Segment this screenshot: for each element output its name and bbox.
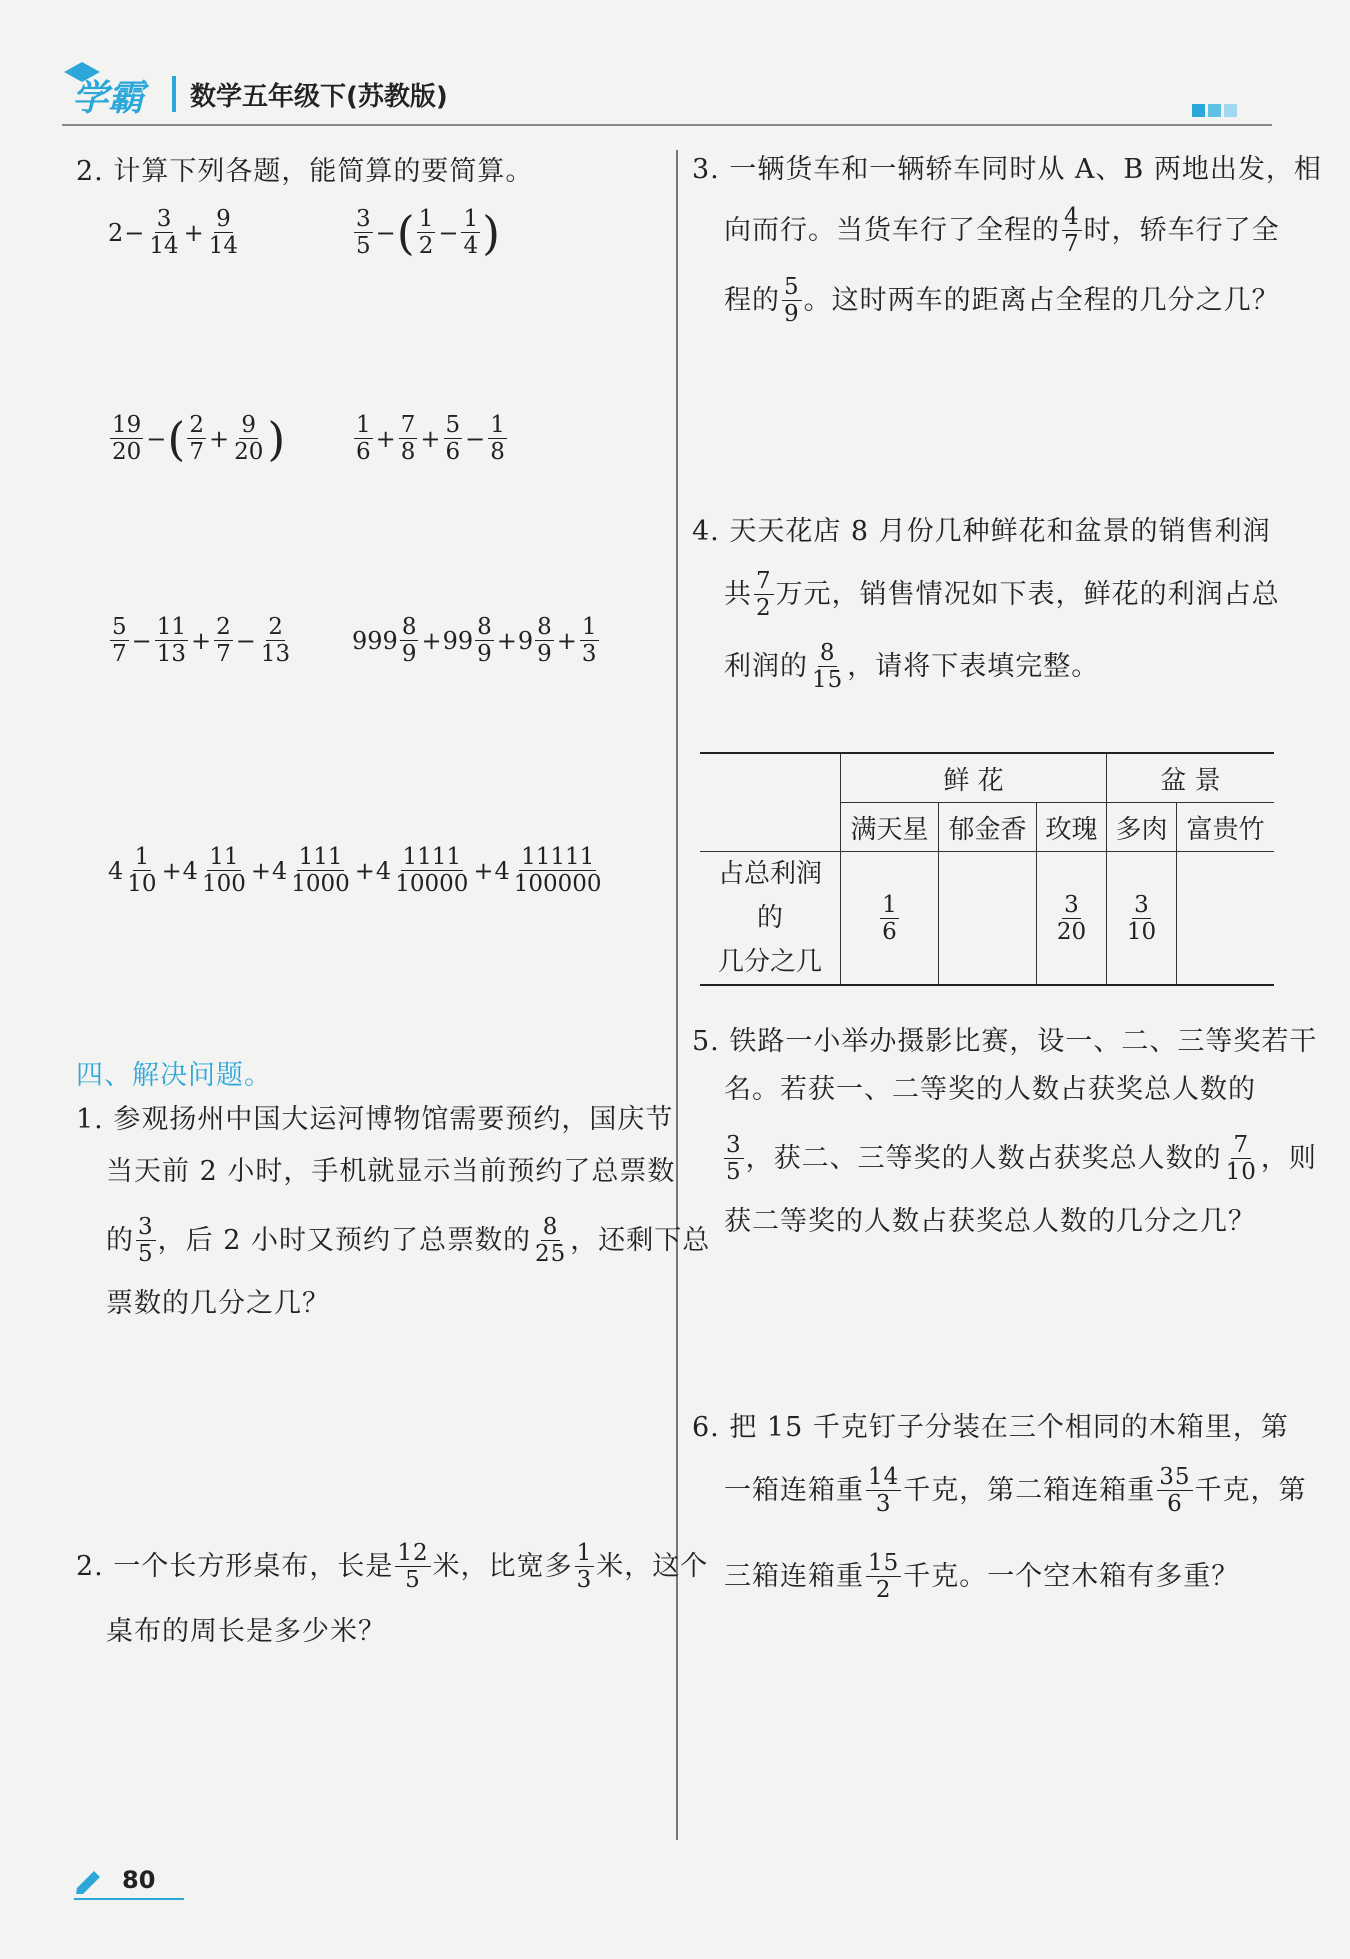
graduation-cap-icon: [62, 60, 102, 88]
col-header: 郁金香: [939, 803, 1037, 852]
table-corner: [700, 753, 841, 852]
footer-rule: [74, 1898, 184, 1900]
row-label: 占总利润的 几分之几: [700, 852, 841, 986]
table-cell: $\frac{3}{10}$: [1107, 852, 1177, 986]
brand-logo: 学霸: [72, 78, 145, 119]
expr-4: $\frac{1}{6}$ + $\frac{7}{8}$ + $\frac{5}{6}$ − $\frac{1}{8}$: [356, 412, 505, 465]
group-flowers: 鲜 花: [841, 753, 1107, 803]
sales-table: [700, 752, 1274, 986]
book-title: 数学五年级下(苏教版): [190, 82, 448, 112]
table-cell: $\frac{3}{20}$: [1037, 852, 1107, 986]
page-number: 80: [122, 1866, 156, 1894]
expr-2: $\frac{3}{5}$ − ( $\frac{1}{2}$ − $\frac{1}{4}$ ): [356, 205, 501, 260]
problem-1: 1. 参观扬州中国大运河博物馆需要预约，国庆节 当天前 2 小时，手机就显示当前预约了总票数 的 $\frac{3}{5}$ ，后 2 小时又预约了总票数的 $\frac{8}{25}$ ，还剩下总 票数的几分之几？: [76, 1104, 711, 1319]
group-bonsai: 盆 景: [1107, 753, 1275, 803]
table-cell-empty: [1177, 852, 1275, 986]
table-header-row-1: [700, 753, 1274, 803]
pencil-icon: [74, 1868, 104, 1898]
expr-6: 999 $\frac{8}{9}$ + 99 $\frac{8}{9}$ + 9 $\frac{8}{9}$ + $\frac{1}{3}$: [352, 614, 597, 667]
col-header: 富贵竹: [1177, 803, 1275, 852]
q2-heading: 2. 计算下列各题，能简算的要简算。: [76, 156, 534, 187]
table-row: [700, 852, 1274, 986]
expr-7: 4 $\frac{1}{10}$ + 4 $\frac{11}{100}$ + 4 $\frac{111}{1000}$ + 4 $\frac{1111}{10000}$ + 4 $\frac{11111}{100000}$: [108, 844, 602, 897]
page-header: [62, 66, 1272, 128]
page-footer: [74, 1862, 184, 1902]
col-header: 玫瑰: [1037, 803, 1107, 852]
problem-2: 2. 一个长方形桌布，长是 $\frac{12}{5}$ 米，比宽多 $\frac{1}{3}$ 米，这个 桌布的周长是多少米？: [76, 1540, 709, 1647]
section-4-heading: 四、解决问题。: [76, 1060, 272, 1091]
expr-1: 2 − $\frac{3}{14}$ + $\frac{9}{14}$: [108, 206, 239, 259]
header-rule: [62, 124, 1272, 126]
problem-4: 4. 天天花店 8 月份几种鲜花和盆景的销售利润 共 $\frac{7}{2}$ 万元，销售情况如下表，鲜花的利润占总 利润的 $\frac{8}{15}$ ，请将下表填完整。: [692, 516, 1280, 693]
col-header: 满天星: [841, 803, 939, 852]
problem-3: 3. 一辆货车和一辆轿车同时从 A、B 两地出发，相 向而行。当货车行了全程的 $\frac{4}{7}$ 时，轿车行了全 程的 $\frac{5}{9}$ 。这时两车的距离占全程的几分之几？: [692, 154, 1322, 327]
table-cell: $\frac{1}{6}$: [841, 852, 939, 986]
header-squares: [1192, 102, 1237, 121]
problem-5: 5. 铁路一小举办摄影比赛，设一、二、三等奖若干 名。若获一、二等奖的人数占获奖总人数的 $\frac{3}{5}$ ，获二、三等奖的人数占获奖总人数的 $\frac{7}{10}$ ，则 获二等奖的人数占获奖总人数的几分之几？: [692, 1026, 1318, 1237]
expr-3: $\frac{19}{20}$ − ( $\frac{2}{7}$ + $\frac{9}{20}$ ): [112, 411, 286, 466]
problem-6: 6. 把 15 千克钉子分装在三个相同的木箱里，第 一箱连箱重 $\frac{14}{3}$ 千克，第二箱连箱重 $\frac{35}{6}$ 千克，第 三箱连箱重 $\frac{15}{2}$ 千克。一个空木箱有多重？: [692, 1412, 1307, 1603]
table-cell-empty: [939, 852, 1037, 986]
header-divider: [172, 76, 176, 112]
col-header: 多肉: [1107, 803, 1177, 852]
expr-5: $\frac{5}{7}$ − $\frac{11}{13}$ + $\frac{2}{7}$ − $\frac{2}{13}$: [112, 614, 291, 667]
